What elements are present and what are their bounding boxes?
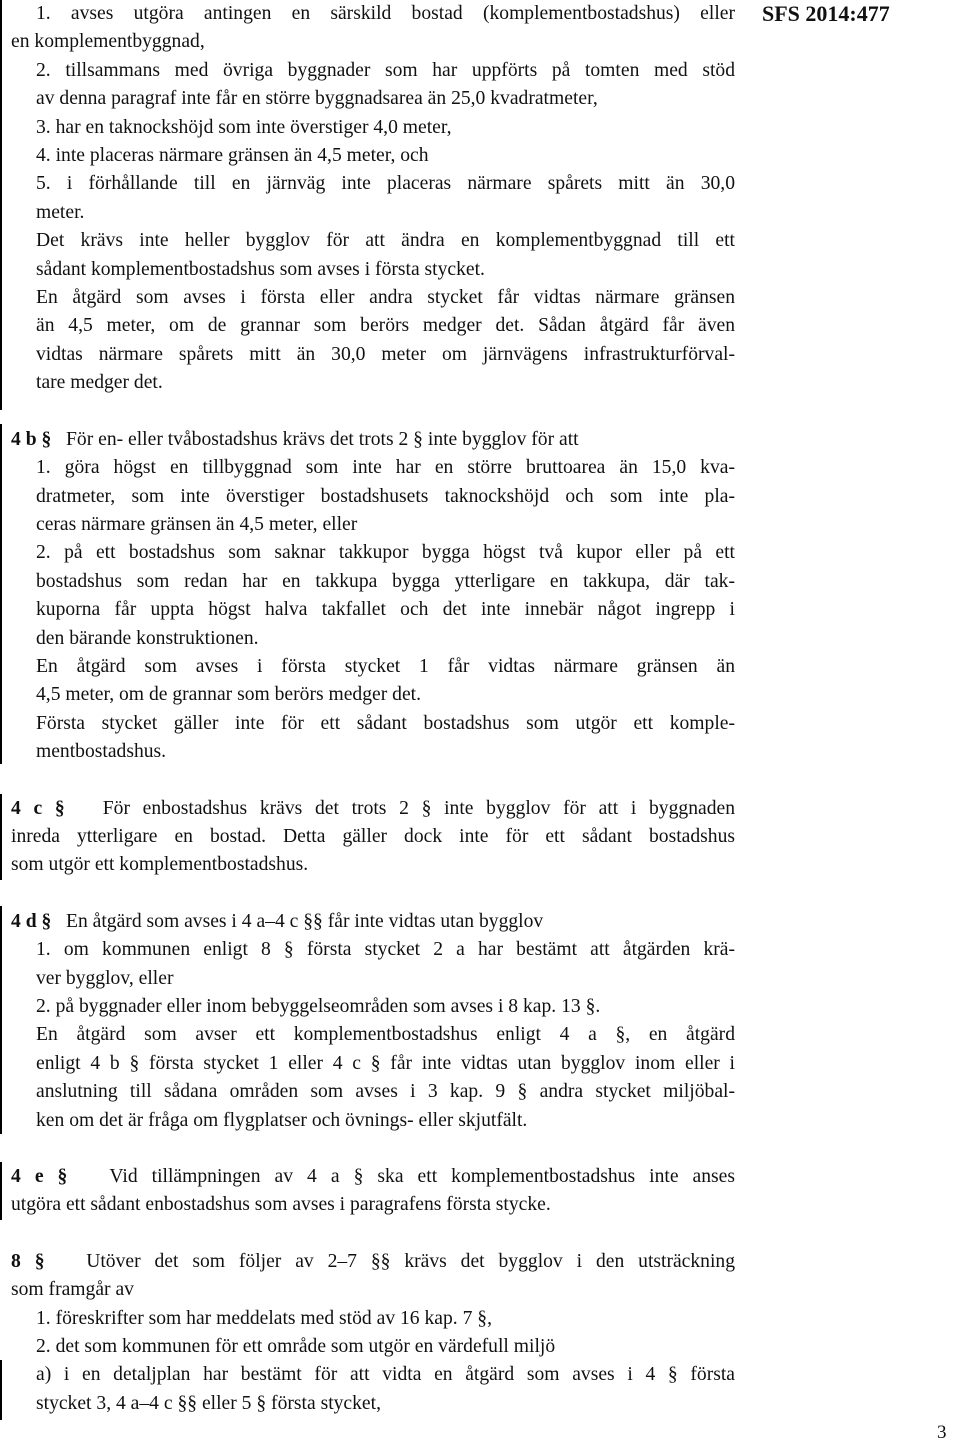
section-number: 4 c § (11, 797, 65, 819)
list-item: 2. på byggnader eller inom bebyggelseområden som avses i 8 kap. 13 §. (36, 996, 601, 1017)
list-item: 2. tillsammans med övriga byggnader som har uppförts på tomten med stöd av denna paragraf inte får en större byggnadsarea än 25,0 kvadratmeter, (36, 59, 735, 110)
paragraph: Det krävs inte heller bygglov för att ändra en komplementbyggnad till ett sådant komplementbostadshus som avses i första stycket. (36, 230, 735, 280)
list-item: 5. i förhållande till en järnväg inte placeras närmare spårets mitt än 30,0 meter. (36, 173, 735, 223)
change-bar (0, 0, 2, 410)
section-4d: 4 d § En åtgärd som avses i 4 a–4 c §§ får inte vidtas utan bygglov (11, 910, 544, 932)
section-4e: 4 e § Vid tillämpningen av 4 a § ska ett komplementbostadshus inte anses utgöra ett sådant enbostadshus som avses i paragrafens första stycke. (11, 1166, 735, 1216)
list-item: 1. om kommunen enligt 8 § första stycket 2 a har bestämt att åtgärden krä- ver bygglov, eller (36, 939, 735, 989)
section-number: 4 d § (11, 910, 52, 932)
paragraph: En åtgärd som avser ett komplementbostadshus enligt 4 a §, en åtgärd enligt 4 b § första stycket 1 eller 4 c § får inte vidtas utan bygglov inom eller i anslutning till sådana områden som avses i 3 kap. 9 § andra stycket miljöbal- ken om det är fråga om flygplatser och övnings- eller skjutfält. (36, 1024, 735, 1131)
list-item: 4. inte placeras närmare gränsen än 4,5 meter, och (36, 145, 429, 167)
document-body (11, 0, 735, 1418)
change-bar (0, 1162, 2, 1220)
list-item: 1. avses utgöra antingen en särskild bostad (komplementbostadshus) eller en komplementbyggnad, (11, 3, 735, 53)
section-number: 8 § (11, 1250, 45, 1272)
sfs-number: SFS 2014:477 (762, 1, 890, 26)
list-item: 1. föreskrifter som har meddelats med stöd av 16 kap. 7 §, (36, 1307, 492, 1329)
list-item: 3. har en taknockshöjd som inte överstiger 4,0 meter, (36, 116, 452, 138)
section-4b: 4 b § För en- eller tvåbostadshus krävs det trots 2 § inte bygglov för att (11, 428, 579, 450)
paragraph: Första stycket gäller inte för ett sådant bostadshus som utgör ett komple- mentbostadshus. (36, 712, 735, 763)
section-4c: 4 c § För enbostadshus krävs det trots 2 § inte bygglov för att i byggnaden inreda ytterligare en bostad. Detta gäller dock inte för ett sådant bostadshus som utgör ett komplementbostadshus. (11, 797, 735, 876)
change-bar (0, 1360, 2, 1420)
section-number: 4 b § (11, 428, 52, 450)
change-bar (0, 906, 2, 1134)
paragraph: En åtgärd som avses i första stycket 1 får vidtas närmare gränsen än 4,5 meter, om de grannar som berörs medger det. (36, 655, 735, 706)
list-item: 2. på ett bostadshus som saknar takkupor bygga högst två kupor eller på ett bostadshus som redan har en takkupa bygga ytterligare en takkupa, där tak- kuporna får uppta högst halva takfallet och det inte innebär något ingrepp i den bärande konstruktionen. (36, 542, 735, 649)
list-item: 2. det som kommunen för ett område som utgör en värdefull miljö (36, 1336, 556, 1358)
list-item: a) i en detaljplan har bestämt för att vidta en åtgärd som avses i 4 § första stycket 3, 4 a–4 c §§ eller 5 § första stycket, (36, 1364, 735, 1414)
section-number: 4 e § (11, 1166, 68, 1188)
change-bar (0, 794, 2, 880)
section-8: 8 § Utöver det som följer av 2–7 §§ krävs det bygglov i den utsträckning som framgår av (11, 1250, 736, 1301)
change-bar (0, 424, 2, 764)
list-item: 1. göra högst en tillbyggnad som inte har en större bruttoarea än 15,0 kva- dratmeter, som inte överstiger bostadshusets taknockshöjd och som inte pla- ceras närmare gränsen än 4,5 meter, eller (36, 457, 735, 535)
paragraph: En åtgärd som avses i första eller andra stycket får vidtas närmare gränsen än 4,5 meter, om de grannar som berörs medger det. Sådan åtgärd får även vidtas närmare spårets mitt än 30,0 meter om järnvägens infrastrukturförval- tare medger det. (36, 287, 735, 394)
page-number: 3 (937, 1422, 947, 1443)
